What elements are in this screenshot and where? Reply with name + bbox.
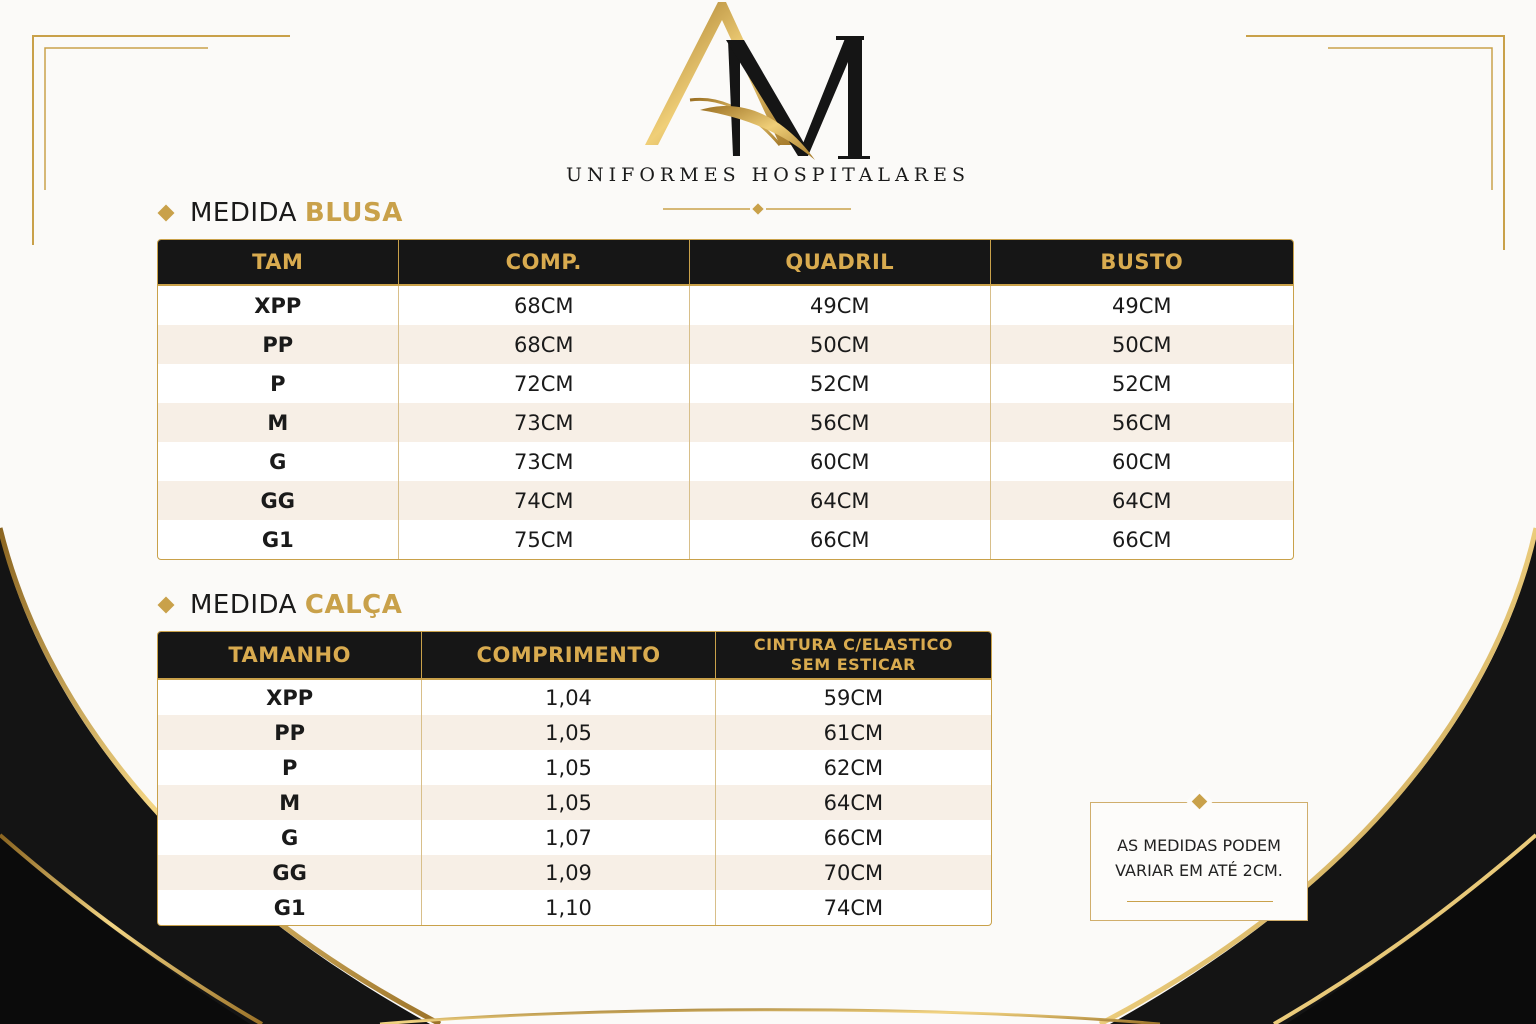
table-row [158,481,1293,520]
value-cell: 1,05 [422,715,715,750]
value-cell: 52CM [690,364,991,403]
measurement-note [1090,802,1308,921]
value-cell: 75CM [399,520,690,559]
note-divider [1127,901,1273,902]
value-cell: 1,04 [422,680,715,715]
column-header-line: SEM ESTICAR [790,655,916,674]
value-cell: 1,05 [422,750,715,785]
size-cell: G1 [158,890,422,925]
column-header [716,632,991,680]
am-monogram-icon [540,0,996,220]
table-row [158,325,1293,364]
table-header-row [158,632,991,680]
table-row [158,750,991,785]
value-cell: 1,09 [422,855,715,890]
blusa-title-prefix: MEDIDA [190,198,297,228]
size-cell: GG [158,855,422,890]
value-cell: 73CM [399,442,690,481]
size-cell: XPP [158,286,399,325]
value-cell: 64CM [690,481,991,520]
value-cell: 60CM [690,442,991,481]
table-row [158,890,991,925]
value-cell: 66CM [690,520,991,559]
table-row [158,403,1293,442]
value-cell: 68CM [399,286,690,325]
value-cell: 1,07 [422,820,715,855]
blusa-title-highlight: BLUSA [304,198,403,228]
value-cell: 56CM [690,403,991,442]
value-cell: 74CM [823,895,884,920]
table-row [158,715,991,750]
value-cell: 64CM [716,785,991,820]
note-text [1091,833,1307,883]
table-row [158,820,991,855]
value-cell: 49CM [1112,293,1172,318]
size-cell: PP [158,715,422,750]
size-cell: G [158,820,422,855]
value-cell: 74CM [399,481,690,520]
size-cell: XPP [158,680,422,715]
value-cell: 60CM [1112,449,1172,474]
note-line: AS MEDIDAS PODEM [1117,836,1281,855]
column-header-line: CINTURA C/ELASTICO [753,635,953,654]
value-cell: 62CM [823,755,884,780]
calca-size-table [157,631,992,926]
size-cell: M [158,785,422,820]
column-header: TAMANHO [158,632,422,680]
diamond-icon [158,597,175,614]
table-header-row [158,240,1293,286]
calca-title-highlight: CALÇA [304,590,403,620]
top-right-frame [1246,36,1504,250]
table-row [158,680,991,715]
brand-subtitle: UNIFORMES HOSPITALARES [566,164,970,186]
value-cell: 49CM [690,286,991,325]
value-cell: 56CM [991,403,1293,442]
blusa-size-table [157,239,1294,560]
calca-section-title [160,590,402,620]
size-cell: M [158,403,399,442]
size-cell: G [158,442,399,481]
value-cell: 59CM [823,685,884,710]
size-cell: P [158,750,422,785]
column-header: TAM [158,240,399,286]
value-cell: 68CM [399,325,690,364]
table-row [158,364,1293,403]
size-cell: PP [158,325,399,364]
value-cell: 50CM [690,325,991,364]
value-cell: 61CM [716,715,991,750]
diamond-icon [158,205,175,222]
table-row [158,855,991,890]
size-cell: GG [158,481,399,520]
blusa-section-title [160,198,403,228]
column-header: BUSTO [991,240,1293,286]
size-cell: G1 [158,520,399,559]
column-header: COMPRIMENTO [422,632,715,680]
column-header: COMP. [399,240,690,286]
value-cell: 66CM [1112,527,1172,552]
value-cell: 52CM [1112,371,1172,396]
column-header: QUADRIL [690,240,991,286]
table-row [158,286,1293,325]
note-line: VARIAR EM ATÉ 2CM. [1115,861,1283,880]
table-row [158,442,1293,481]
table-row [158,520,1293,559]
value-cell: 73CM [399,403,690,442]
value-cell: 1,10 [422,890,715,925]
value-cell: 50CM [991,325,1293,364]
table-row [158,785,991,820]
calca-title-prefix: MEDIDA [190,590,297,620]
value-cell: 64CM [991,481,1293,520]
value-cell: 70CM [716,855,991,890]
value-cell: 1,05 [422,785,715,820]
value-cell: 72CM [399,364,690,403]
size-cell: P [158,364,399,403]
value-cell: 66CM [823,825,884,850]
brand-logo [540,0,996,220]
